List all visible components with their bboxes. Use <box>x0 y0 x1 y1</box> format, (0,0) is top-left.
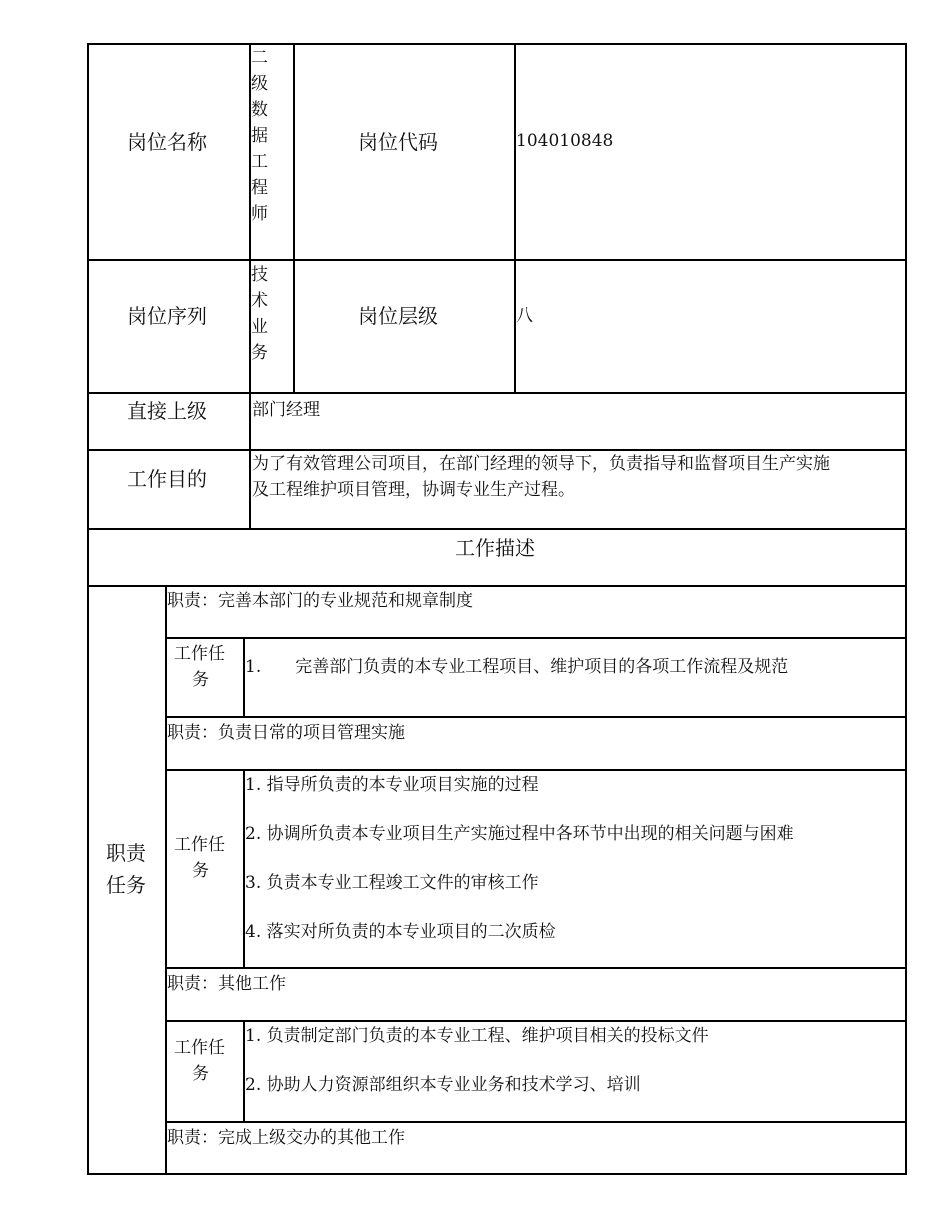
row-divider <box>87 259 907 261</box>
post-code-value: 104010848 <box>516 131 614 151</box>
purpose-label: 工作目的 <box>127 467 207 491</box>
task-item: 3. 负责本专业工程竣工文件的审核工作 <box>245 873 539 893</box>
col-divider <box>243 637 245 718</box>
task-item: 2. 协调所负责本专业项目生产实施过程中各环节中出现的相关问题与困难 <box>245 824 794 844</box>
section-label-line2: 任务 <box>106 873 146 897</box>
duty-title: 职责：完善本部门的专业规范和规章制度 <box>167 591 473 611</box>
post-series-value: 技术业务 <box>251 265 268 363</box>
task-label-line2: 务 <box>192 861 209 881</box>
task-item: 1. 指导所负责的本专业项目实施的过程 <box>245 775 539 795</box>
work-description-title: 工作描述 <box>455 536 535 560</box>
table-border-right <box>905 43 907 1175</box>
post-name-label: 岗位名称 <box>127 130 207 154</box>
task-label-line1: 工作任 <box>174 1038 225 1058</box>
post-code-label: 岗位代码 <box>358 130 438 154</box>
task-item: 1. 负责制定部门负责的本专业工程、维护项目相关的投标文件 <box>245 1026 709 1046</box>
col-divider <box>514 43 516 394</box>
row-divider <box>87 392 907 394</box>
task-label-line2: 务 <box>192 670 209 690</box>
task-label-line2: 务 <box>192 1064 209 1084</box>
row-divider <box>87 528 907 530</box>
task-item: 1. 完善部门负责的本专业工程项目、维护项目的各项工作流程及规范 <box>245 657 789 677</box>
supervisor-label: 直接上级 <box>127 399 207 423</box>
col-divider <box>165 585 167 1175</box>
row-divider <box>165 637 907 639</box>
table-border-top <box>87 43 907 45</box>
supervisor-value: 部门经理 <box>252 400 320 420</box>
purpose-value-line2: 及工程维护项目管理，协调专业生产过程。 <box>252 480 575 500</box>
row-divider <box>165 716 907 718</box>
row-divider <box>165 967 907 969</box>
table-border-bottom <box>87 1173 907 1175</box>
row-divider <box>87 585 907 587</box>
task-item: 2. 协助人力资源部组织本专业业务和技术学习、培训 <box>245 1075 641 1095</box>
task-item: 4. 落实对所负责的本专业项目的二次质检 <box>245 922 556 942</box>
row-divider <box>165 769 907 771</box>
section-label-line1: 职责 <box>106 841 146 865</box>
post-name-value: 二级数据工程师 <box>251 48 268 224</box>
task-label-line1: 工作任 <box>174 835 225 855</box>
table-border-left <box>87 43 89 1175</box>
row-divider <box>165 1121 907 1123</box>
post-level-value: 八 <box>516 306 533 326</box>
col-divider <box>293 43 295 394</box>
post-series-label: 岗位序列 <box>127 304 207 328</box>
duty-title: 职责：完成上级交办的其他工作 <box>167 1128 405 1148</box>
row-divider <box>87 449 907 451</box>
purpose-value-line1: 为了有效管理公司项目，在部门经理的领导下，负责指导和监督项目生产实施 <box>252 454 830 474</box>
post-level-label: 岗位层级 <box>358 304 438 328</box>
duty-title: 职责：负责日常的项目管理实施 <box>167 723 405 743</box>
task-label-line1: 工作任 <box>174 644 225 664</box>
duty-title: 职责：其他工作 <box>167 974 286 994</box>
row-divider <box>165 1020 907 1022</box>
